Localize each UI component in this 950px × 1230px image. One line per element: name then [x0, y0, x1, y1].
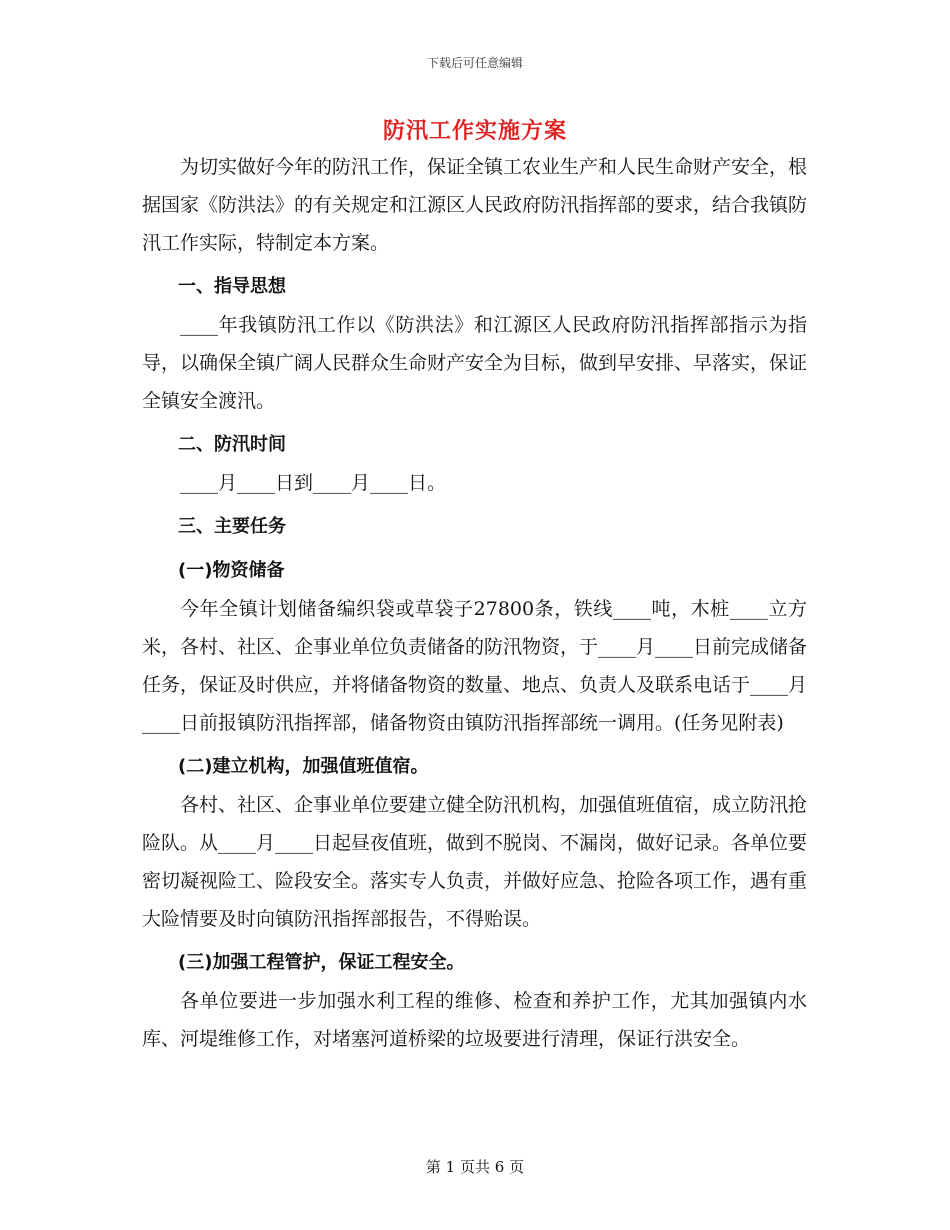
time-paragraph: ____月____日到____月____日。	[180, 472, 447, 494]
guiding-paragraph: ____年我镇防汛工作以《防洪法》和江源区人民政府防汛指挥部指示为指导，以确保全镇广阔人民群众生命财产安全为目标，做到早安排、早落实，保证全镇安全渡汛。	[142, 314, 808, 412]
engineering-paragraph: 各单位要进一步加强水利工程的维修、检查和养护工作，尤其加强镇内水库、河堤维修工作，对堵塞河道桥梁的垃圾要进行清理，保证行洪安全。	[142, 990, 807, 1050]
organization-paragraph: 各村、社区、企事业单位要建立健全防汛机构，加强值班值宿，成立防汛抢险队。从____月____日起昼夜值班，做到不脱岗、不漏岗，做好记录。各单位要密切凝视险工、险段安全。落实专人负责，并做好应急、抢险各项工作，遇有重大险情要及时向镇防汛指挥部报告，不得贻误。	[142, 794, 808, 930]
document-body	[142, 148, 807, 1058]
subsection-heading-organization: (二)建立机构，加强值班值宿。	[178, 756, 429, 777]
intro-paragraph: 为切实做好今年的防汛工作，保证全镇工农业生产和人民生命财产安全，根据国家《防洪法》的有关规定和江源区人民政府防汛指挥部的要求，结合我镇防汛工作实际，特制定本方案。	[142, 156, 808, 254]
subsection-heading-engineering: (三)加强工程管护，保证工程安全。	[178, 952, 465, 973]
section-heading-guiding: 一、指导思想	[178, 276, 286, 297]
page-header: 下载后可任意编辑	[426, 56, 523, 70]
page-footer: 第 1 页共 6 页	[425, 1158, 525, 1176]
document-title: 防汛工作实施方案	[382, 118, 567, 144]
supplies-paragraph: 今年全镇计划储备编织袋或草袋子27800条，铁线____吨，木桩____立方米，各村、社区、企事业单位负责储备的防汛物资，于____月____日前完成储备任务，保证及时供应，并将储备物资的数量、地点、负责人及联系电话于____月____日前报镇防汛指挥部，储备物资由镇防汛指挥部统一调用。(任务见附表)	[142, 598, 808, 734]
section-heading-time: 二、防汛时间	[178, 434, 286, 455]
section-heading-tasks: 三、主要任务	[178, 516, 286, 537]
subsection-heading-supplies: (一)物资储备	[178, 560, 285, 581]
